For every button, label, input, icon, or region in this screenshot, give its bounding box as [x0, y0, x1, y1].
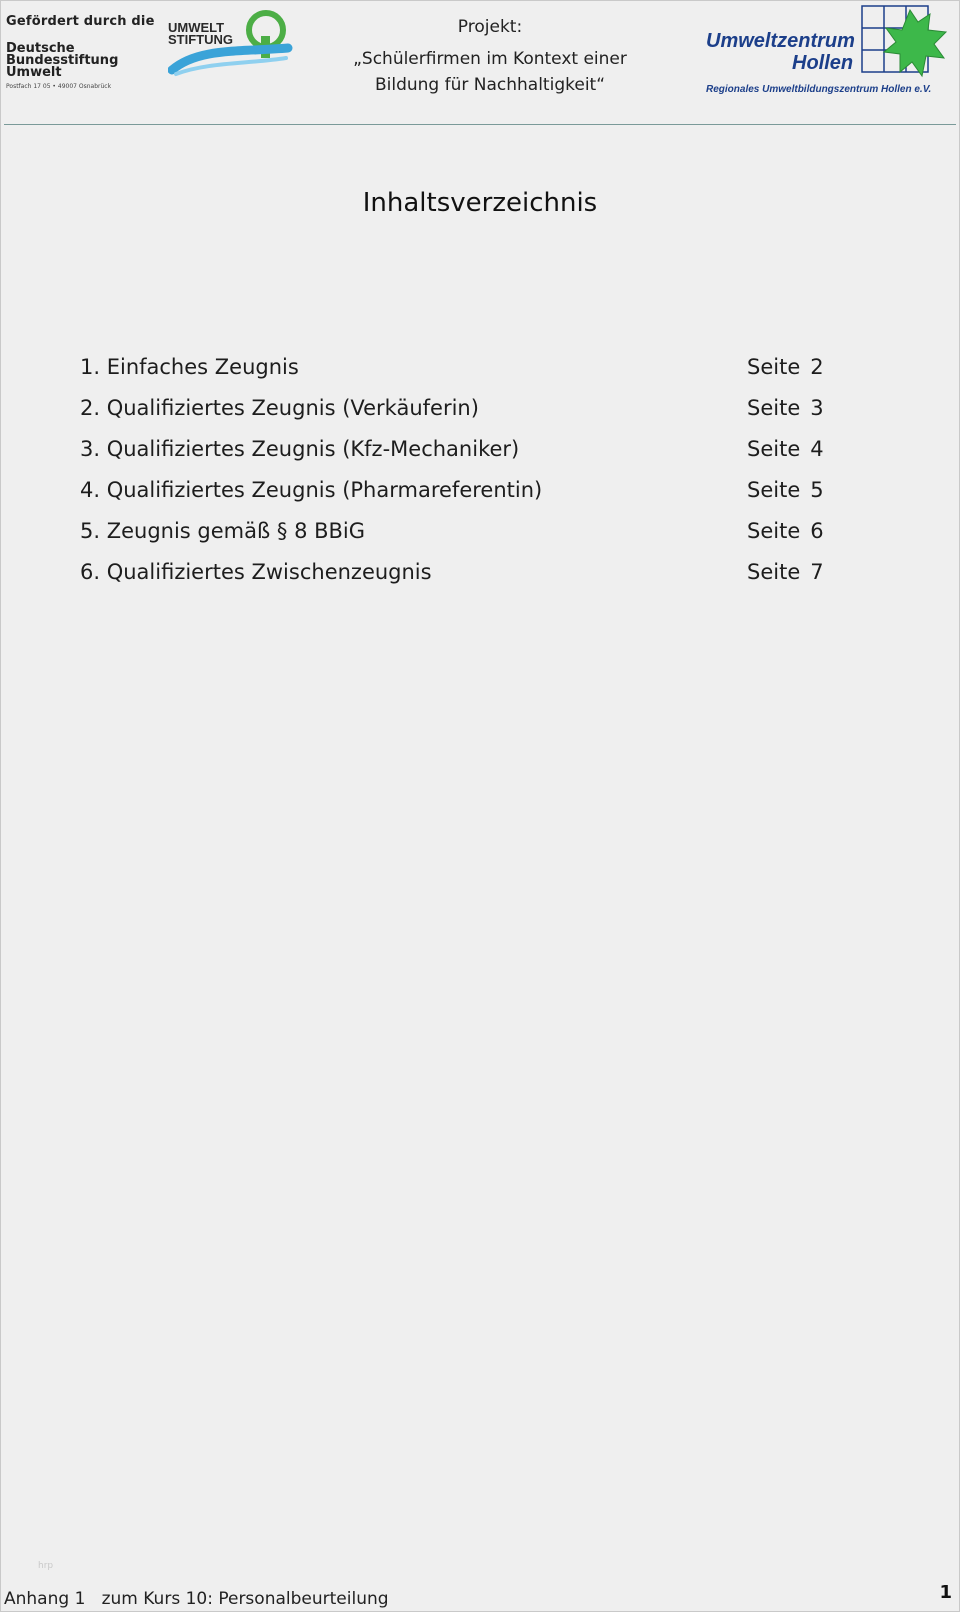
toc-entry-page	[747, 396, 824, 420]
toc-page-word: Seite	[747, 478, 801, 502]
umweltzentrum-name: Umweltzentrum	[706, 30, 855, 52]
sponsor-org-line: Deutsche	[6, 41, 75, 56]
sponsor-line: Gefördert durch die	[6, 14, 155, 29]
sponsor-block	[6, 14, 156, 90]
toc-entry-label: 5. Zeugnis gemäß § 8 BBiG	[80, 519, 366, 543]
footer-page-number: 1	[939, 1582, 952, 1603]
page-title: Inhaltsverzeichnis	[362, 188, 598, 218]
dbu-logo	[168, 8, 298, 80]
toc-page-number: 7	[810, 560, 824, 584]
toc-entry-page	[747, 560, 824, 584]
toc-entry-label: 6. Qualifiziertes Zwischenzeugnis	[80, 560, 432, 584]
toc-page-number: 3	[810, 396, 824, 420]
leaf-grid-icon	[860, 2, 950, 86]
toc-entry	[80, 478, 824, 519]
toc-page-word: Seite	[747, 437, 801, 461]
toc-entry	[80, 396, 824, 437]
sponsor-address: Postfach 17 05 • 49007 Osnabrück	[6, 83, 112, 90]
toc-page-number: 6	[810, 519, 824, 543]
umweltzentrum-subtitle: Regionales Umweltbildungszentrum Hollen e.V.	[706, 84, 932, 95]
toc-entry-page	[747, 437, 824, 461]
umweltzentrum-name-2: Hollen	[792, 52, 854, 74]
toc-page-word: Seite	[747, 355, 801, 379]
dbu-logo-line: STIFTUNG	[168, 32, 233, 47]
sponsor-org-line: Bundesstiftung	[6, 53, 119, 68]
footer-text: Anhang 1 zum Kurs 10: Personalbeurteilung	[4, 1589, 389, 1609]
project-title-line: Bildung für Nachhaltigkeit“	[374, 75, 606, 95]
header-divider	[4, 124, 956, 125]
project-block	[340, 14, 640, 98]
sponsor-org	[6, 43, 156, 79]
project-title-line: „Schülerfirmen im Kontext einer	[353, 49, 627, 69]
toc-entry-page	[747, 478, 824, 502]
project-label: Projekt:	[457, 17, 523, 37]
toc-entry-label: 4. Qualifiziertes Zeugnis (Pharmareferentin)	[80, 478, 543, 502]
toc-entry	[80, 560, 824, 601]
toc-page-word: Seite	[747, 560, 801, 584]
page-header	[0, 0, 960, 125]
toc-entry	[80, 437, 824, 478]
umweltzentrum-logo	[700, 2, 950, 102]
footer-mark: hrp	[38, 1561, 54, 1571]
toc-page-number: 4	[810, 437, 824, 461]
toc-page-number: 5	[810, 478, 824, 502]
toc-page-word: Seite	[747, 396, 801, 420]
toc-entry-label: 2. Qualifiziertes Zeugnis (Verkäuferin)	[80, 396, 479, 420]
toc-entry-page	[747, 519, 824, 543]
toc-entry-label: 1. Einfaches Zeugnis	[80, 355, 299, 379]
dbu-logo-line: UMWELT	[168, 20, 225, 35]
sponsor-org-line: Umwelt	[6, 65, 62, 80]
toc-entry-label: 3. Qualifiziertes Zeugnis (Kfz-Mechaniker)	[80, 437, 520, 461]
toc-entry-page	[747, 355, 824, 379]
toc-page-word: Seite	[747, 519, 801, 543]
toc-page-number: 2	[810, 355, 824, 379]
toc-entry	[80, 355, 824, 396]
dbu-logo-text	[168, 22, 233, 46]
table-of-contents	[80, 355, 824, 601]
toc-entry	[80, 519, 824, 560]
